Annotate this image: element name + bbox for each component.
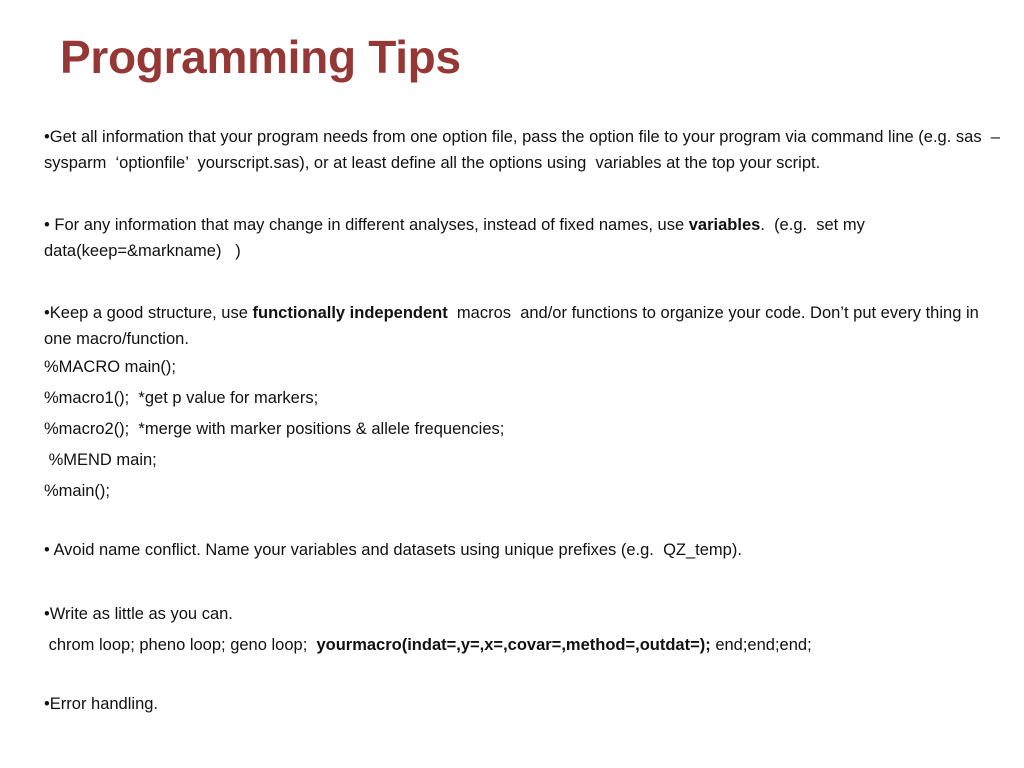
tip-text: •Get all information that your program needs from one option file, pass the option file to your program via command line (e.g. sas –sysparm ‘optionfile’ yourscript.sas), or at least define all the options using variables at the top your script. — [44, 128, 1000, 172]
tip-option-file — [44, 124, 1002, 176]
code-line: %macro2(); *merge with marker positions & allele frequencies; — [44, 420, 505, 438]
spacer — [44, 661, 1002, 691]
slide-body — [44, 124, 1002, 717]
spacer — [44, 176, 1002, 212]
tip-text: . (e.g. set my data(keep=&markname) ) — [44, 216, 870, 260]
code-line: %macro1(); *get p value for markers; — [44, 389, 319, 407]
slide-title: Programming Tips — [60, 31, 461, 83]
tip-text: • For any information that may change in different analyses, instead of fixed names, use — [44, 216, 689, 234]
code-line: %main(); — [44, 482, 111, 500]
tip-variables — [44, 212, 1002, 264]
tip-bold-text: variables — [688, 216, 761, 234]
tip-bold-text: functionally independent — [252, 304, 448, 322]
spacer — [44, 507, 1002, 537]
tip-text: •Error handling. — [44, 695, 159, 713]
tip-structure — [44, 300, 1002, 352]
spacer — [44, 264, 1002, 300]
code-bold-text: yourmacro(indat=,y=,x=,covar=,method=,outdat=); — [316, 636, 711, 654]
code-line: %MACRO main(); — [44, 358, 177, 376]
code-line — [44, 630, 1002, 661]
tip-text: •Write as little as you can. — [44, 605, 233, 623]
code-text: chrom loop; pheno loop; geno loop; — [44, 636, 317, 654]
tip-name-conflict — [44, 537, 1002, 563]
code-text: end;end;end; — [710, 636, 812, 654]
spacer — [44, 563, 1002, 599]
tip-error-handling — [44, 691, 1002, 717]
tip-text: macros and/or functions to organize your code. Don’t put every thing in one macro/function. — [44, 304, 984, 348]
tip-write-little — [44, 599, 1002, 630]
tip-text: •Keep a good structure, use — [44, 304, 253, 322]
tip-text: • Avoid name conflict. Name your variables and datasets using unique prefixes (e.g. QZ_temp). — [44, 541, 742, 559]
code-line: %MEND main; — [44, 451, 157, 469]
